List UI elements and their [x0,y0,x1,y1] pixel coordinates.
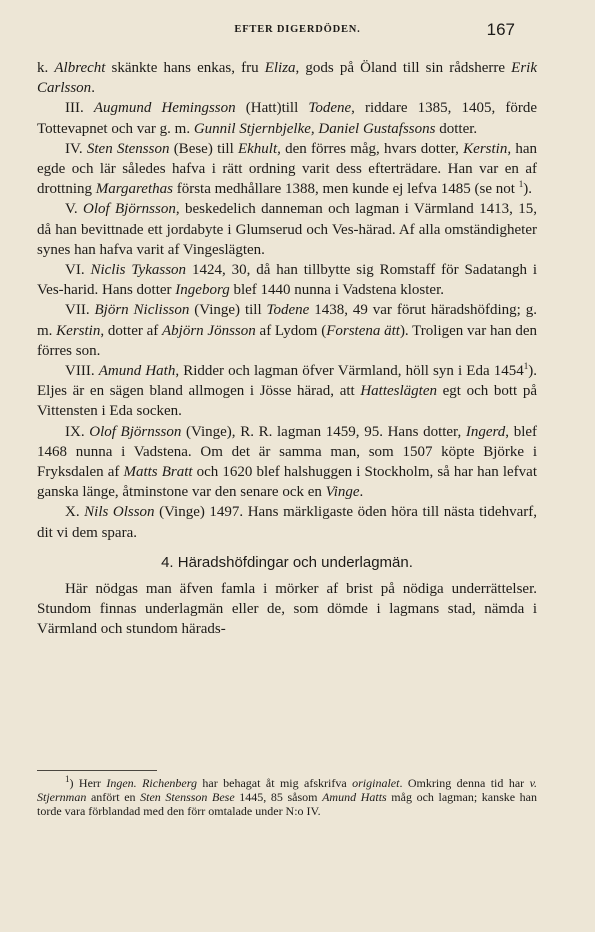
italic-name: Sten Stensson Bese [140,790,235,805]
paragraph [37,361,537,422]
text-run: 1445, 85 såsom [234,790,323,805]
text-run: blef 1440 nunna i Vadstena kloster. [229,282,445,299]
text-run: k. [37,60,55,76]
running-title: EFTER DIGERDÖDEN. [234,24,361,35]
text-run: 1424, 30, då han tillbytte sig Romstaff för Sadatangh i Ves-harid. Hans dotter [37,262,537,299]
italic-name: Ingen. Richenberg [106,776,197,790]
text-run: III. [65,100,94,117]
text-run: ). [523,181,532,198]
text-run: ). Eljes är en sägen bland allmogen i Jösse härad, att [37,363,537,400]
text-run: (Vinge) 1497. Hans märkligaste öden höra till nästa tidehvarf, dit vi dem spara. [37,504,537,541]
text-run: V. [65,201,83,218]
text-run: VII. [65,302,95,319]
text-run: IV. [65,140,87,157]
text-run: egt och bott på Vittensten i Eda socken. [37,383,537,420]
text-run: . [91,80,95,97]
footnote-marker: 1 [523,361,529,372]
italic-name: Hatteslägten [360,383,437,400]
text-run: (Vinge), R. R. lagman 1459, 95. Hans dotter, [181,423,466,440]
italic-name: Abjörn Jönsson [162,322,256,339]
text-run: . [359,484,364,501]
italic-name: Augmund Hemingsson [93,100,236,117]
paragraph [37,98,537,138]
footnote-text [37,776,537,819]
text-run: (Vinge) till [189,302,267,319]
paragraph [37,58,537,98]
text-run: IX. [65,423,90,440]
text-run: , han egde och lär således hafva i rätt ordning varit dess efterträdare. Han var en af drottning [37,140,537,198]
footnote-rule [37,770,157,771]
italic-name: originalet [352,776,400,790]
paragraph [37,422,537,503]
italic-name: Todene [308,100,352,117]
italic-name: Ekhult [237,140,278,157]
text-run: och 1620 blef halshuggen i Stockholm, så har han lefvat ganska länge, åtminstone var den senare ock en [37,464,538,501]
italic-name: Eliza [264,60,296,76]
text-run: , dotter af [100,322,163,339]
footnote [37,776,537,819]
text-run: , gods på Öland till sin rådsherre [295,60,512,76]
running-header [0,20,595,44]
text-run: . Omkring denna tid har [399,776,530,790]
text-run: , blef 1468 nunna i Vadstena. Om det är samma man, som 1507 köpte Björke i Fryksdalen af [37,423,538,481]
body-text [37,58,537,639]
text-run: X. [65,504,85,521]
italic-name: Gunnil Stjernbjelke, Daniel Gustafssons [193,120,436,137]
text-run: (Hatt)till [235,100,309,117]
italic-name: Erik Carlsson [37,60,537,97]
italic-name: Vinge [325,484,360,501]
italic-name: v. Stjernman [37,776,537,805]
text-run: (Bese) till [169,140,238,157]
text-run: , riddare 1385, 1405, förde Tottevapnet och var g. m. [37,100,537,137]
italic-name: Olof Björnsson [83,201,176,218]
italic-name: Margarethas [95,181,173,198]
italic-name: Matts Bratt [123,464,193,481]
italic-name: Forstena ätt [326,322,400,339]
italic-name: Olof Björnsson [89,423,182,440]
text-run: VI. [65,262,91,279]
text-run: skänkte hans enkas, fru [105,60,265,76]
text-run: af Lydom ( [255,322,327,339]
italic-name: Niclis Tykasson [90,262,187,279]
italic-name: Ingeborg [175,282,230,299]
paragraph [37,139,537,200]
text-run: anfört en [86,790,141,805]
italic-name: Albrecht [54,60,106,76]
italic-name: Ingerd [465,423,506,440]
text-run: Här nödgas man äfven famla i mörker af brist på nödiga underrättelser. Stundom finnas underlagmän eller de, som dömde i lagmans stad, nämda i Värmland och stundom härads- [37,580,537,638]
italic-name: Nils Olsson [84,504,155,521]
italic-name: Todene [266,302,310,319]
text-run: , beskedelich danneman och lagman i Värmland 1413, 15, då han bevittnade ett jordabyte i Glumserud och Ves-härad. Af alla omständigheter synes han hafva varit af Vingeslägten. [37,201,537,258]
section-heading: 4. Häradshöfdingar och underlagmän. [161,553,413,571]
italic-name: Kerstin [56,322,101,339]
text-run: ) Herr [69,776,107,790]
text-run: första medhållare 1388, men kunde ej lefva 1485 (se not [172,181,519,198]
text-run: ). Troligen var han den förres son. [37,322,538,359]
paragraph [37,300,537,361]
closing-paragraph [37,579,537,640]
paragraph [37,199,537,260]
text-run: 1438, 49 var förut häradshöfding; g. m. [37,302,538,339]
italic-name: Amund Hatts [322,790,387,805]
text-run: har behagat åt mig afskrifva [196,776,353,790]
text-run: VIII. [65,363,99,380]
paragraph [37,502,537,542]
italic-name: Björn Niclisson [94,302,190,319]
text-run: , den förres måg, hvars dotter, [277,140,464,157]
text-run: måg och lagman; kanske han torde vara förblandad med den förr omtalade under N:o IV. [37,790,538,819]
text-run: , Ridder och lagman öfver Värmland, höll syn i Eda 1454 [175,363,524,380]
italic-name: Kerstin [463,140,508,157]
paragraph [37,260,537,300]
italic-name: Amund Hath [98,363,176,380]
page-number: 167 [486,20,515,39]
footnote-marker: 1 [65,774,70,784]
footnote-marker: 1 [518,179,524,190]
text-run: dotter. [435,120,478,137]
italic-name: Sten Stensson [86,140,170,157]
